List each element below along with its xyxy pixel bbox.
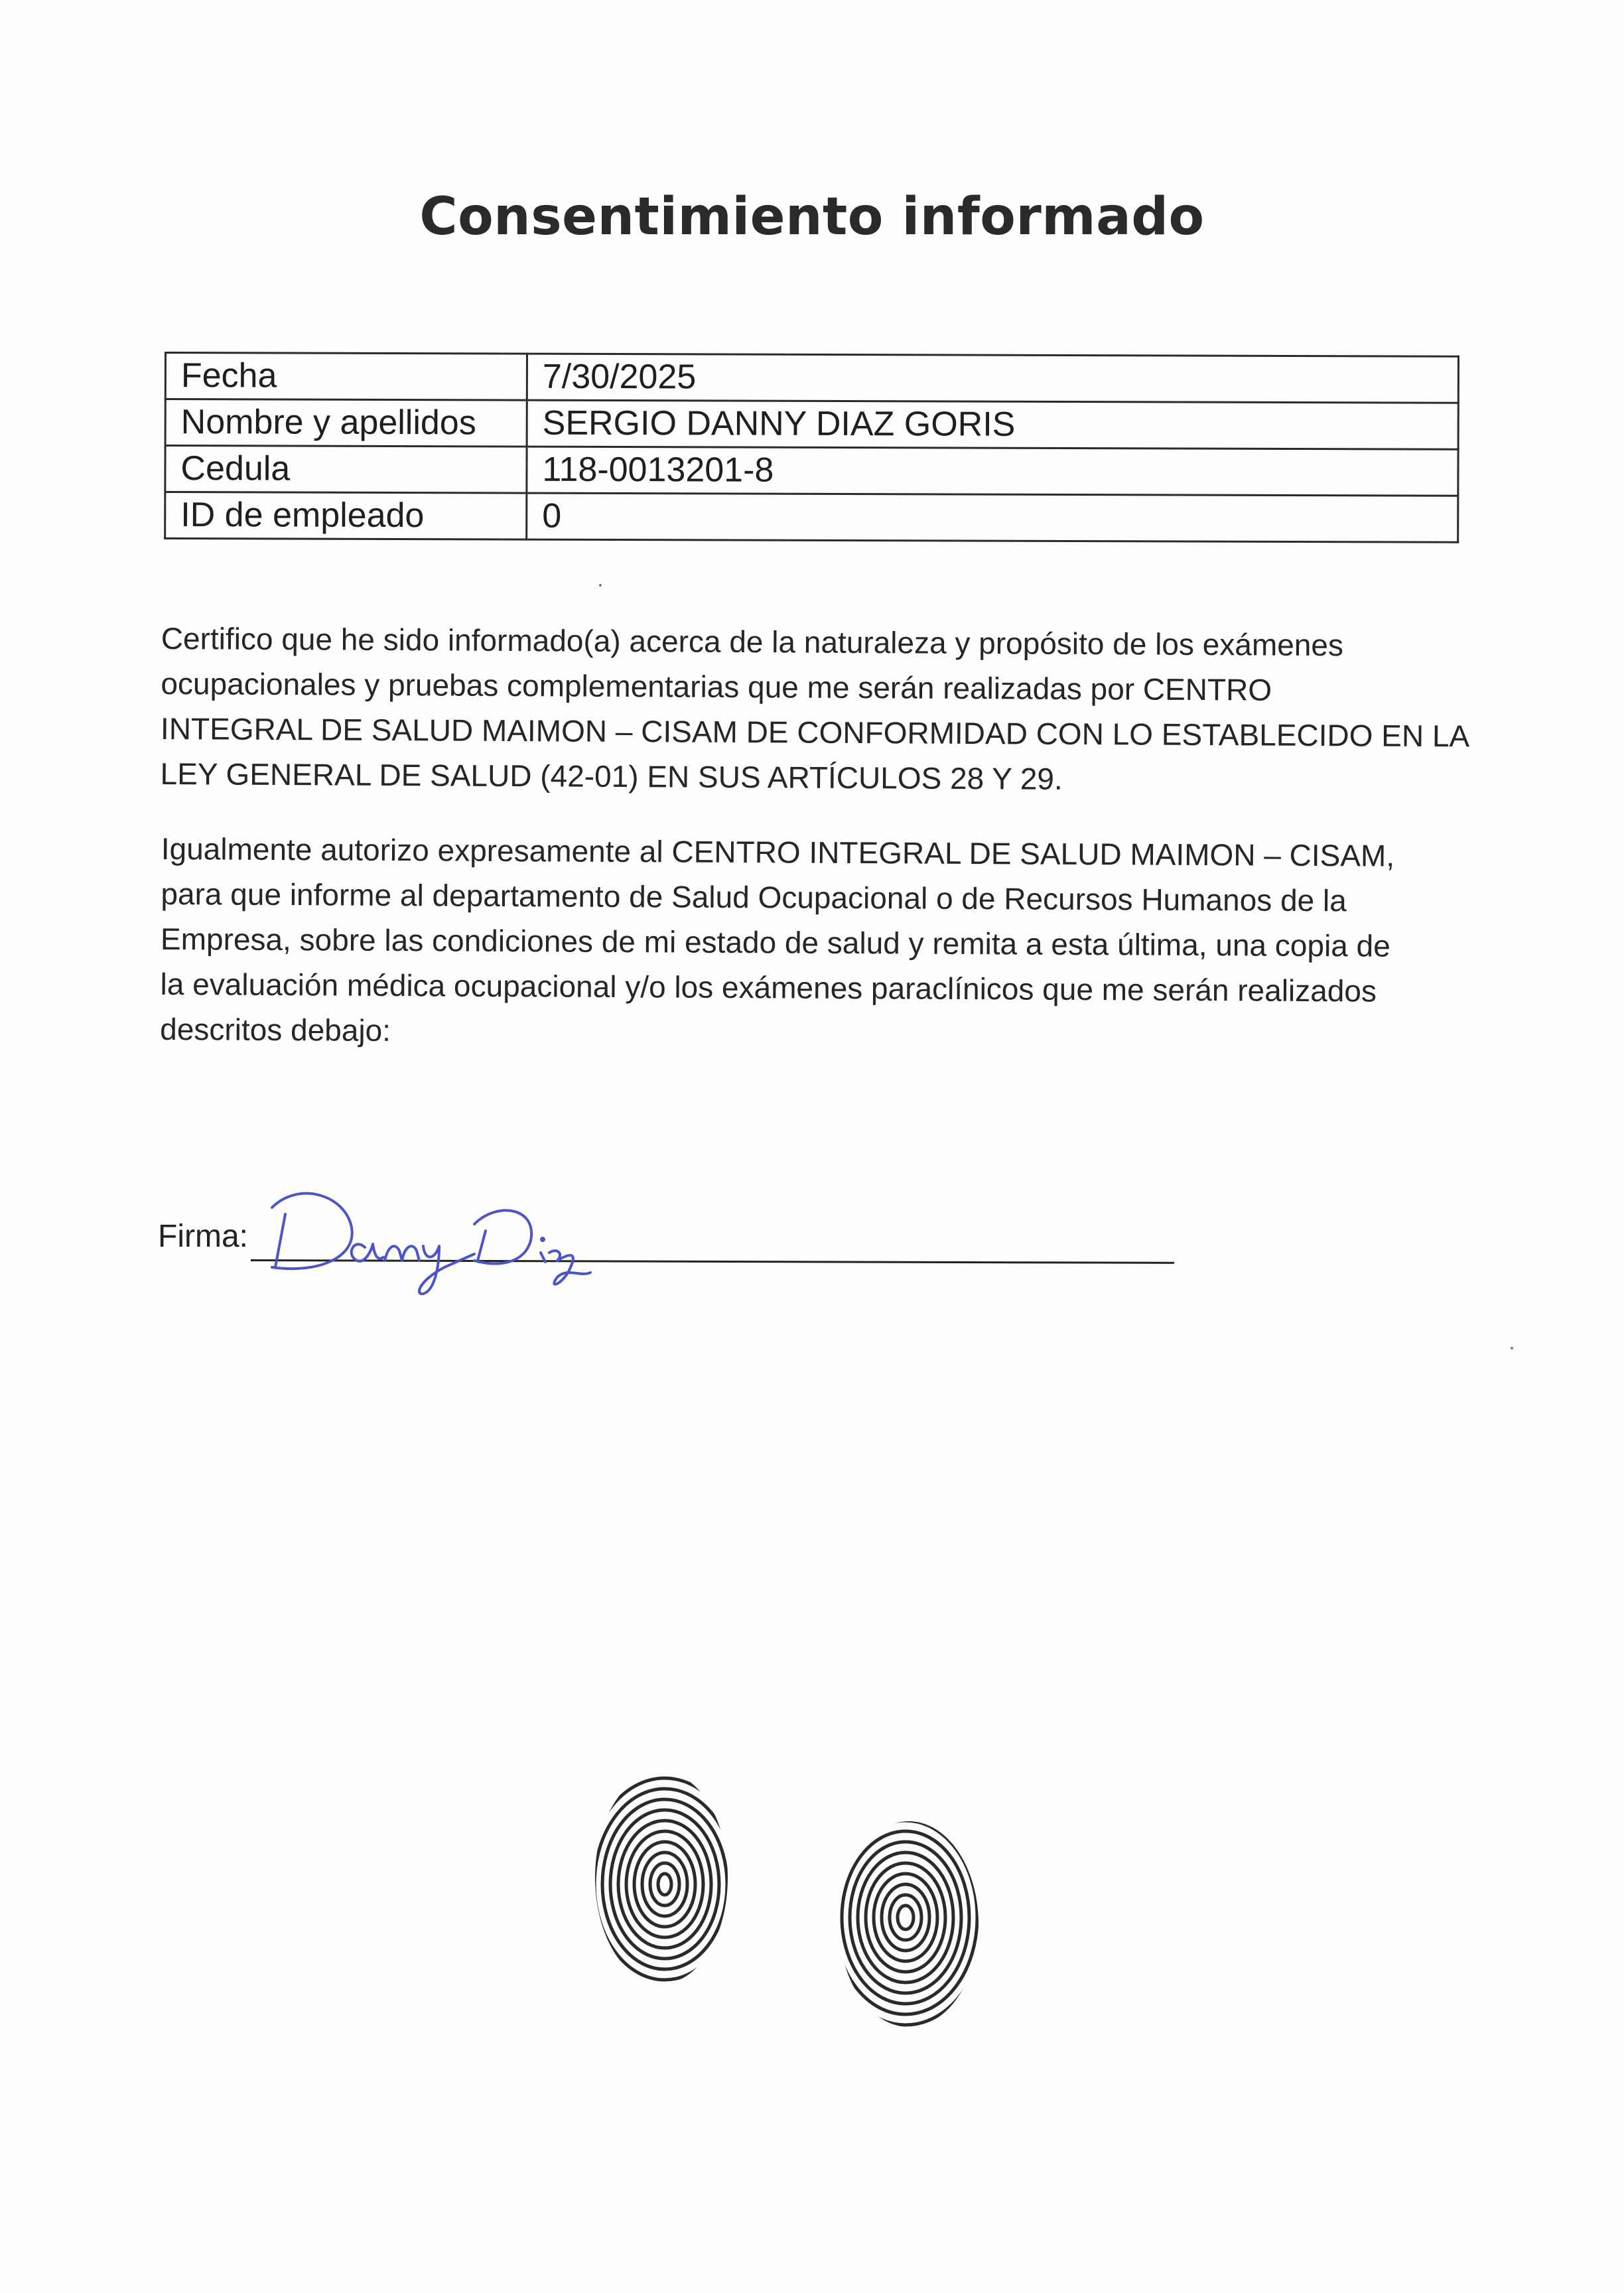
table-row (165, 492, 1458, 543)
signature-label: Firma: (158, 1219, 248, 1254)
field-value-nombre: SERGIO DANNY DIAZ GORIS (527, 400, 1458, 449)
paragraph-line: INTEGRAL DE SALUD MAIMON – CISAM DE CONFORMIDAD CON LO ESTABLECIDO EN LA (160, 711, 1470, 754)
fingerprint-right (836, 1818, 982, 2030)
fingerprint-left (592, 1768, 731, 1987)
table-row (165, 446, 1458, 496)
document-title: Consentimiento informado (419, 187, 1205, 247)
consent-paragraph-2 (160, 826, 1461, 1059)
table-row (165, 353, 1458, 403)
paragraph-line: ocupacionales y pruebas complementarias que me serán realizadas por CENTRO (161, 665, 1272, 707)
field-label-nombre: Nombre y apellidos (165, 399, 527, 447)
field-value-cedula: 118-0013201-8 (527, 447, 1458, 496)
scan-speck (1511, 1347, 1513, 1350)
field-value-id-empleado: 0 (527, 493, 1458, 542)
scan-speck (599, 584, 602, 587)
paragraph-line: para que informe al departamento de Salud Ocupacional o de Recursos Humanos de la (161, 876, 1347, 918)
field-value-fecha: 7/30/2025 (527, 354, 1458, 403)
consent-paragraph-1 (160, 616, 1470, 803)
field-label-id-empleado: ID de empleado (165, 492, 527, 540)
paragraph-line: la evaluación médica ocupacional y/o los exámenes paraclínicos que me serán realizados (160, 966, 1377, 1008)
paragraph-line: Empresa, sobre las condiciones de mi estado de salud y remita a esta última, una copia de (160, 921, 1390, 963)
table-row (165, 399, 1458, 450)
paragraph-line: Certifico que he sido informado(a) acerca de la naturaleza y propósito de los exámenes (161, 620, 1344, 663)
field-label-cedula: Cedula (165, 446, 527, 494)
paragraph-line: descritos debajo: (160, 1011, 391, 1048)
handwritten-signature (245, 1168, 657, 1307)
personal-info-table (164, 352, 1459, 543)
paragraph-line: LEY GENERAL DE SALUD (42-01) EN SUS ARTÍCULOS 28 Y 29. (160, 756, 1063, 796)
paragraph-line: Igualmente autorizo expresamente al CENTRO INTEGRAL DE SALUD MAIMON – CISAM, (161, 831, 1395, 873)
field-label-fecha: Fecha (165, 353, 527, 401)
